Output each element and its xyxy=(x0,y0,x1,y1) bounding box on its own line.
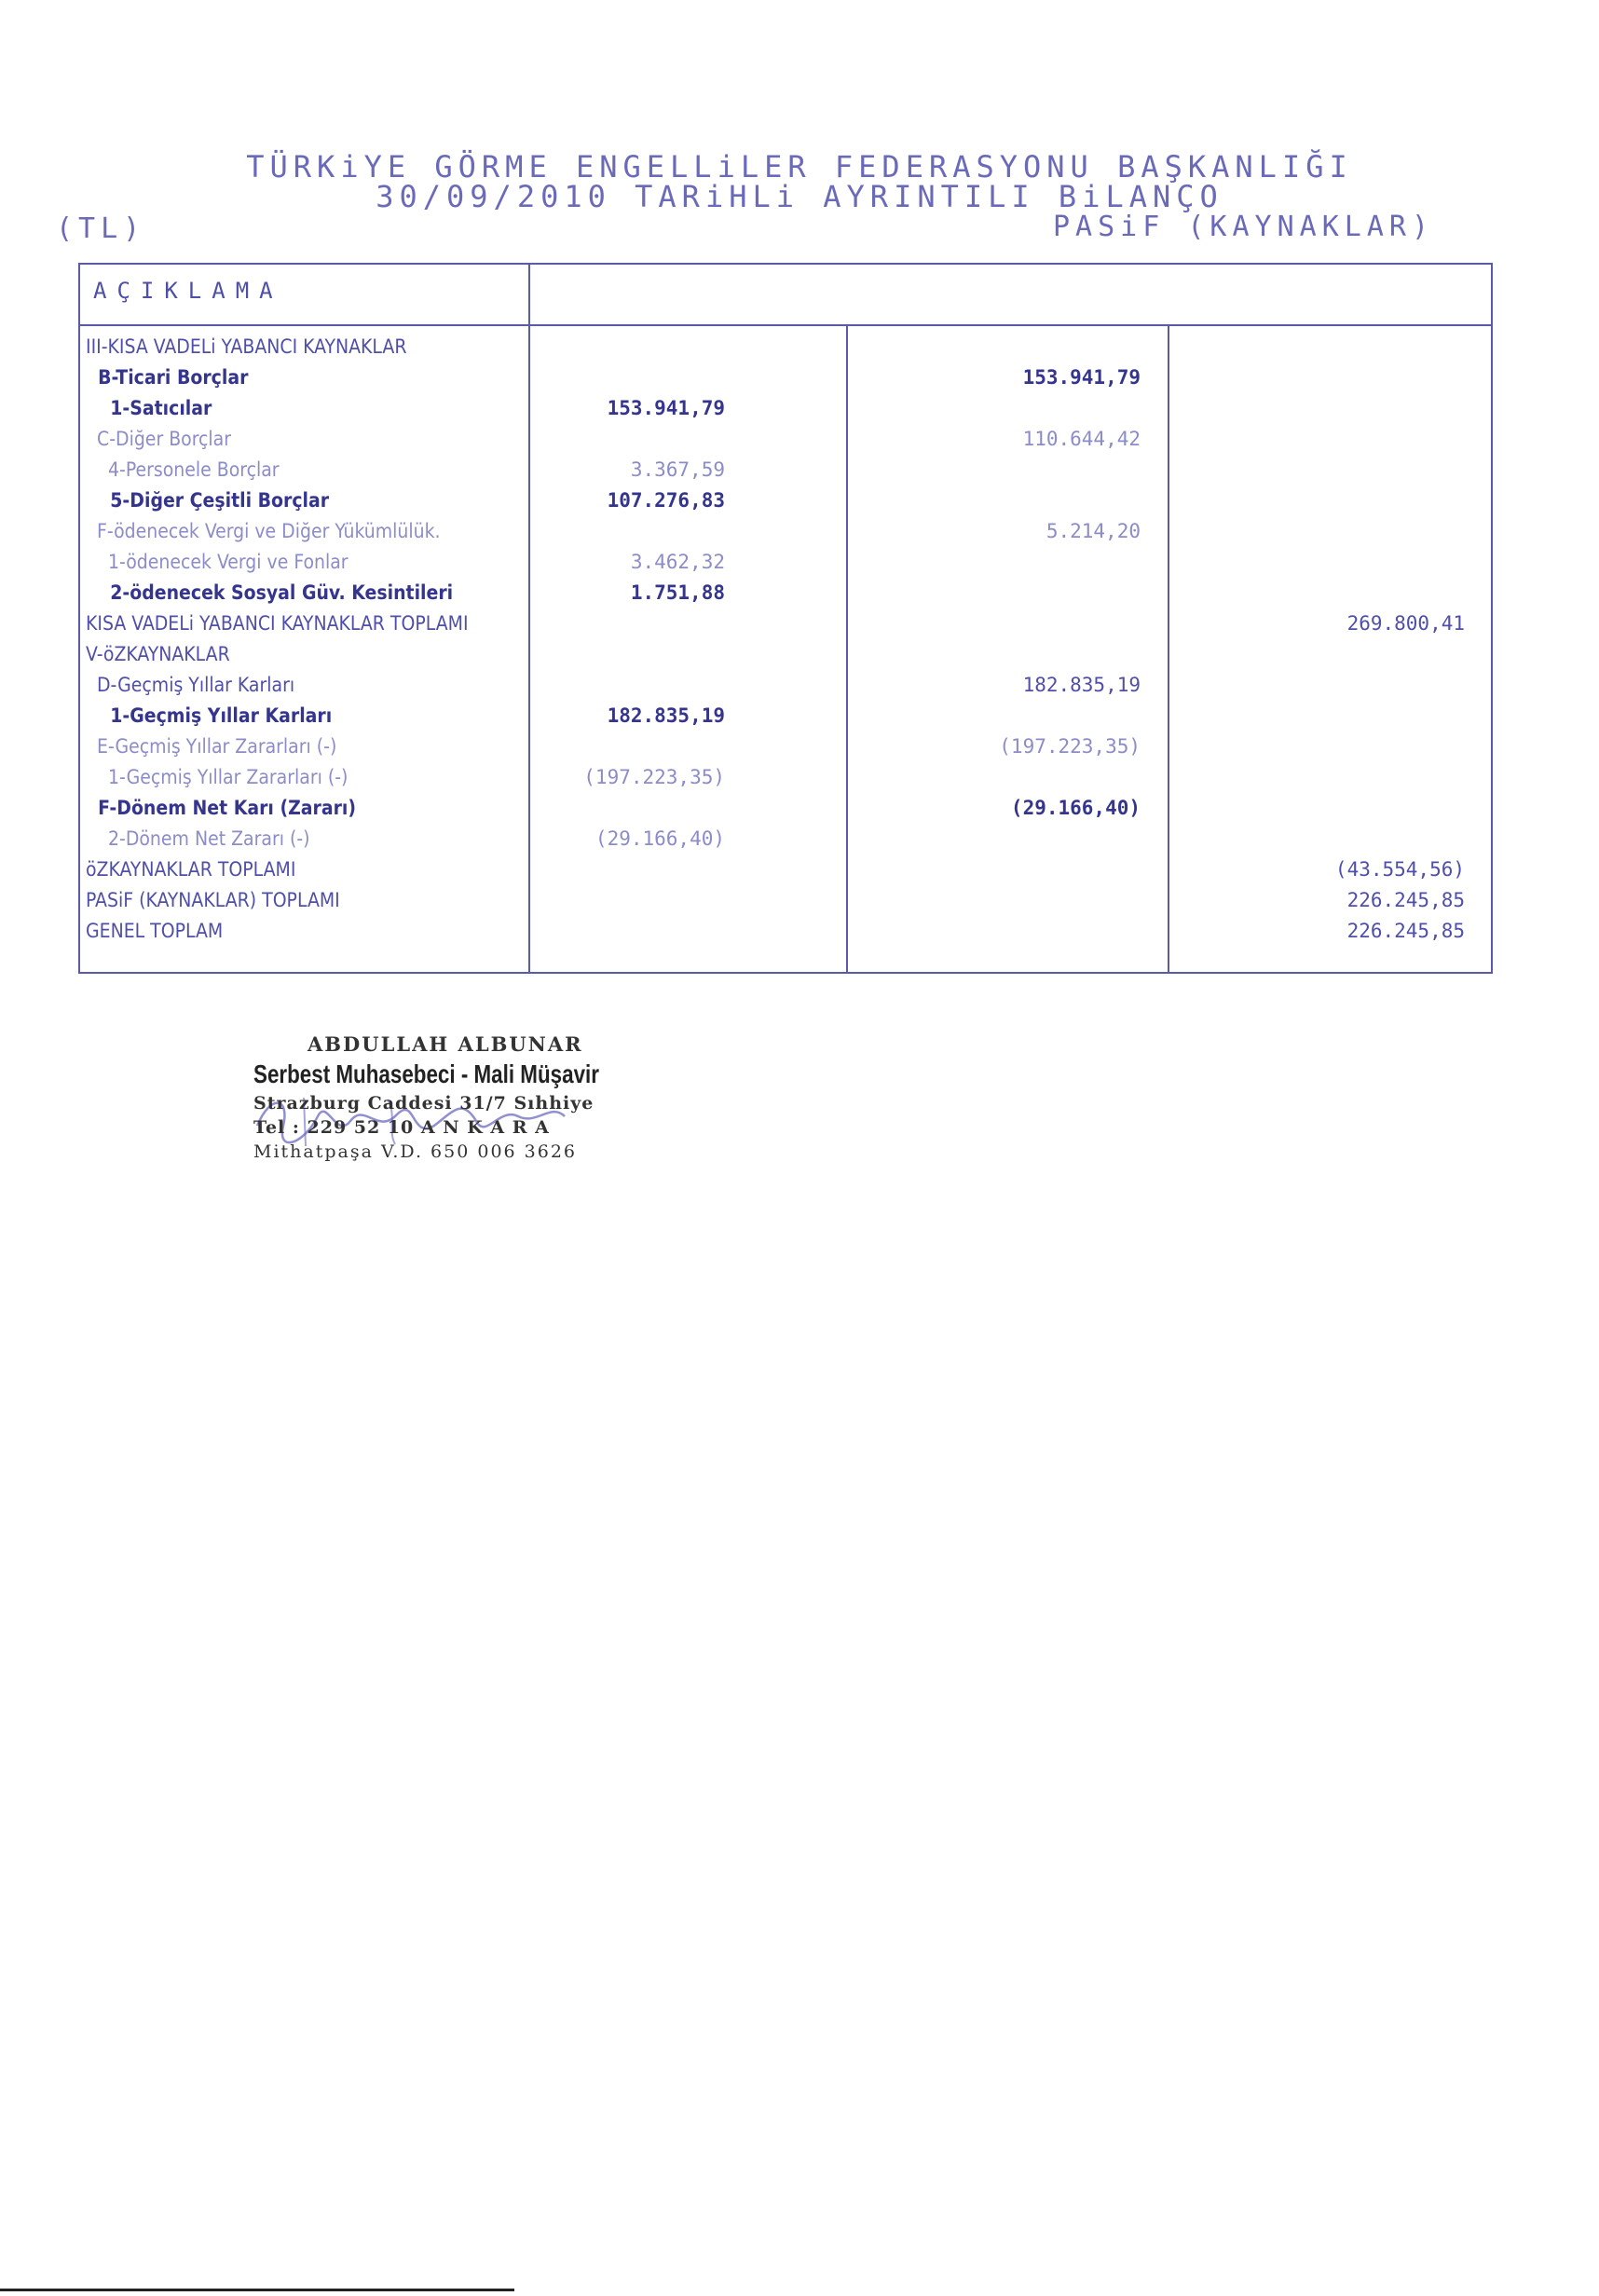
table-row xyxy=(80,485,1491,516)
row-value-col3: 269.800,41 xyxy=(1346,612,1465,635)
row-description: PASiF (KAYNAKLAR) TOPLAMI xyxy=(86,889,340,911)
row-value-col1: 182.835,19 xyxy=(607,704,725,727)
row-value-col2: 110.644,42 xyxy=(1022,428,1141,450)
row-description: KISA VADELi YABANCI KAYNAKLAR TOPLAMI xyxy=(86,612,469,635)
table-row xyxy=(80,455,1491,485)
row-description: B-Ticari Borçlar xyxy=(86,366,249,389)
row-value-col2: 182.835,19 xyxy=(1022,674,1141,696)
balance-sheet-table xyxy=(78,263,1493,974)
row-description: D-Geçmiş Yıllar Karları xyxy=(86,674,295,696)
table-row xyxy=(80,731,1491,762)
row-description: F-ödenecek Vergi ve Diğer Yükümlülük. xyxy=(86,520,441,542)
row-description: E-Geçmiş Yıllar Zararları (-) xyxy=(86,735,337,758)
table-row xyxy=(80,793,1491,824)
stamp-title: Serbest Muhasebeci - Mali Müşavir xyxy=(253,1059,599,1088)
row-description: 1-ödenecek Vergi ve Fonlar xyxy=(86,551,348,573)
row-value-col2: (29.166,40) xyxy=(1010,797,1141,819)
row-value-col3: (43.554,56) xyxy=(1334,858,1465,881)
row-value-col1: 153.941,79 xyxy=(607,397,725,419)
row-description: 5-Diğer Çeşitli Borçlar xyxy=(86,489,330,512)
row-value-col1: 3.367,59 xyxy=(630,458,725,481)
row-value-col2: 153.941,79 xyxy=(1022,366,1141,389)
row-value-col1: (29.166,40) xyxy=(594,827,725,850)
stamp-name: ABDULLAH ALBUNAR xyxy=(308,1032,583,1056)
stamp-address: Strazburg Caddesi 31/7 Sıhhiye xyxy=(253,1093,594,1114)
header-column-divider xyxy=(528,265,530,324)
row-description: III-KISA VADELi YABANCI KAYNAKLAR xyxy=(86,335,407,358)
document-title: TÜRKiYE GÖRME ENGELLiLER FEDERASYONU BAŞKANLIĞI xyxy=(246,149,1353,184)
row-value-col1: (197.223,35) xyxy=(583,766,725,788)
row-description: öZKAYNAKLAR TOPLAMI xyxy=(86,858,296,881)
row-value-col1: 3.462,32 xyxy=(630,551,725,573)
row-value-col3: 226.245,85 xyxy=(1346,889,1465,911)
table-row xyxy=(80,578,1491,608)
row-value-col1: 1.751,88 xyxy=(630,581,725,604)
table-row xyxy=(80,639,1491,670)
bottom-edge-line xyxy=(0,2289,514,2291)
row-value-col2: 5.214,20 xyxy=(1046,520,1141,542)
side-label: PASiF (KAYNAKLAR) xyxy=(1053,211,1435,243)
stamp-tax-office: Mithatpaşa V.D. 650 006 3626 xyxy=(253,1141,578,1162)
row-description: 1-Geçmiş Yıllar Zararları (-) xyxy=(86,766,348,788)
table-row xyxy=(80,824,1491,854)
row-description: C-Diğer Borçlar xyxy=(86,428,231,450)
table-row xyxy=(80,516,1491,547)
row-description: GENEL TOPLAM xyxy=(86,920,224,942)
table-row xyxy=(80,362,1491,393)
table-row xyxy=(80,332,1491,362)
row-description: 1-Geçmiş Yıllar Karları xyxy=(86,704,333,727)
table-row xyxy=(80,762,1491,793)
row-value-col3: 226.245,85 xyxy=(1346,920,1465,942)
stamp-phone: Tel : 229 52 10 A N K A R A xyxy=(253,1117,550,1138)
table-row xyxy=(80,916,1491,947)
table-row xyxy=(80,608,1491,639)
table-row xyxy=(80,701,1491,731)
table-row xyxy=(80,885,1491,916)
currency-label: (TL) xyxy=(56,212,146,245)
row-value-col2: (197.223,35) xyxy=(999,735,1141,758)
table-row xyxy=(80,670,1491,701)
table-row xyxy=(80,424,1491,455)
table-row xyxy=(80,547,1491,578)
table-row xyxy=(80,393,1491,424)
row-value-col1: 107.276,83 xyxy=(607,489,725,512)
row-description: F-Dönem Net Karı (Zararı) xyxy=(86,797,357,819)
row-description: 1-Satıcılar xyxy=(86,397,212,419)
document-subtitle: 30/09/2010 TARiHLi AYRINTILI BiLANÇO xyxy=(376,179,1223,214)
accountant-stamp xyxy=(253,1032,645,1162)
row-description: 2-ödenecek Sosyal Güv. Kesintileri xyxy=(86,581,454,604)
row-description: V-öZKAYNAKLAR xyxy=(86,643,230,665)
row-description: 2-Dönem Net Zararı (-) xyxy=(86,827,310,850)
header-divider xyxy=(80,324,1491,326)
column-header-aciklama: AÇIKLAMA xyxy=(93,278,283,304)
row-description: 4-Personele Borçlar xyxy=(86,458,280,481)
table-row xyxy=(80,854,1491,885)
